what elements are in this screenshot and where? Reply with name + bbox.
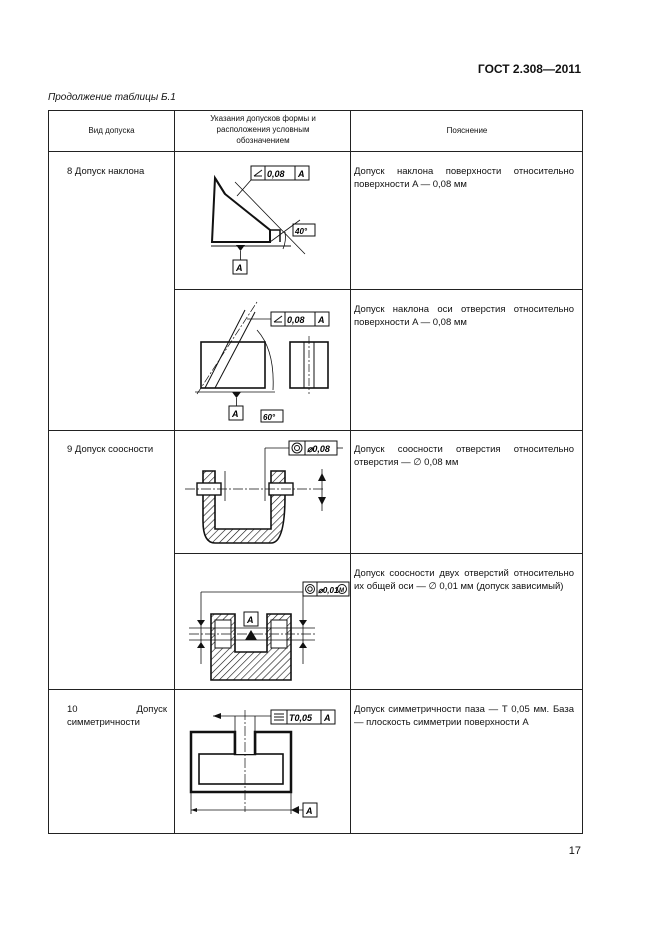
row-kind-10: 10 Допуск симметричности [67,704,167,728]
svg-text:T0,05: T0,05 [289,713,313,723]
row-explanation-8a: Допуск наклона поверхности относительно поверхности A — 0,08 мм [354,166,574,190]
datum-label: A [236,263,243,273]
svg-text:60°: 60° [263,413,276,422]
svg-text:A: A [324,713,331,723]
row-explanation-10: Допуск симметричности паза — T 0,05 мм. База — плоскость симметрии поверхности A [354,704,574,728]
row-kind-9: 9 Допуск соосности [67,444,154,455]
figure-coaxiality-common-axis [175,554,350,690]
figure-inclination-surface [175,152,350,289]
row-kind-8: 8 Допуск наклона [67,166,145,177]
svg-text:⌀0,01: ⌀0,01 [318,586,339,595]
figure-symmetry [175,690,350,835]
svg-text:A: A [247,615,254,625]
tolerance-table [48,110,583,834]
svg-text:A: A [318,315,325,325]
figure-coaxiality-single [175,431,350,553]
continuation-caption: Продолжение таблицы Б.1 [48,92,176,103]
svg-text:0,08: 0,08 [287,315,305,325]
row-explanation-9a: Допуск соосности отверстия относительно отверстия — ∅ 0,08 мм [354,444,574,468]
column-header-kind: Вид допуска [88,126,135,135]
column-header-explanation: Пояснение [446,126,488,135]
angle-label: 40° [295,227,308,236]
svg-text:A: A [298,169,305,179]
svg-text:M: M [339,588,344,594]
page-number: 17 [568,845,581,857]
svg-text:A: A [232,409,239,419]
frame-value: 0,08 [267,169,285,179]
svg-text:A: A [306,806,313,816]
standard-code: ГОСТ 2.308—2011 [477,62,581,76]
figure-inclination-axis [175,290,350,430]
row-explanation-8b: Допуск наклона оси отверстия относительно поверхности A — 0,08 мм [354,304,574,328]
column-header-indication: Указания допусков формы и расположения условным обозначением [210,114,316,145]
row-explanation-9b: Допуск соосности двух отверстий относительно их общей оси — ∅ 0,01 мм (допуск зависимый) [354,568,574,592]
svg-text:⌀0,08: ⌀0,08 [307,444,330,454]
